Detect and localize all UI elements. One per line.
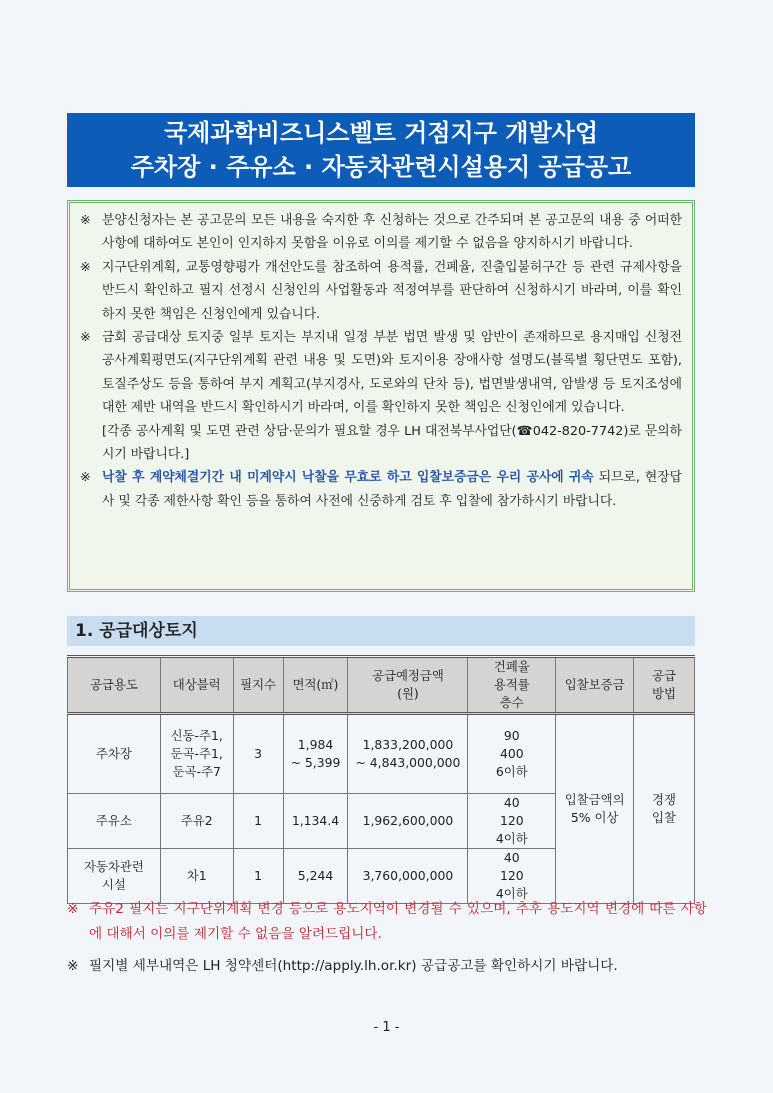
notice-text-3 xyxy=(102,326,682,466)
cell-area: 5,244 xyxy=(283,849,348,904)
header-block: 대상블럭 xyxy=(160,657,233,714)
cell-use: 자동차관련 시설 xyxy=(68,849,161,904)
table-row xyxy=(68,714,695,794)
cell-price: 1,962,600,000 xyxy=(348,794,468,849)
notice-item-1 xyxy=(80,209,682,256)
cell-deposit: 입찰금액의 5% 이상 xyxy=(556,714,634,904)
cell-count: 3 xyxy=(233,714,283,794)
cell-price: 3,760,000,000 xyxy=(348,849,468,904)
notice-text-4 xyxy=(102,466,682,513)
header-area: 면적(㎡) xyxy=(283,657,348,714)
cell-ratio: 90 400 6이하 xyxy=(468,714,556,794)
reference-mark: ※ xyxy=(67,901,79,917)
contact-info: [각종 공사계획 및 도면 관련 상담·문의가 필요할 경우 LH 대전북부사업단(☎042-820-7742)로 문의하시기 바랍니다.] xyxy=(102,423,682,463)
notice-text-4-rest: 되므로, 현장답사 및 각종 제한사항 확인 등을 통하여 사전에 신중하게 검토 후 입찰에 참가하시기 바랍니다. xyxy=(102,470,683,509)
announcement-title xyxy=(67,113,695,187)
cell-use: 주차장 xyxy=(68,714,161,794)
header-deposit: 입찰보증금 xyxy=(556,657,634,714)
notice-item-2 xyxy=(80,256,682,326)
header-price: 공급예정금액 (원) xyxy=(348,657,468,714)
cell-use: 주유소 xyxy=(68,794,161,849)
notice-box xyxy=(67,200,695,592)
cell-area: 1,134.4 xyxy=(283,794,348,849)
reference-mark: ※ xyxy=(80,470,91,486)
header-method: 공급 방법 xyxy=(634,657,695,714)
notice-item-3 xyxy=(80,326,682,466)
cell-method: 경쟁 입찰 xyxy=(634,714,695,904)
supply-land-table xyxy=(67,655,695,904)
cell-area: 1,984 ~ 5,399 xyxy=(283,714,348,794)
section-heading: 1. 공급대상토지 xyxy=(67,616,695,646)
notice-text-3-body: 금회 공급대상 토지중 일부 토지는 부지내 일정 부분 법면 발생 및 암반이 존재하므로 용지매입 신청전 공사계획평면도(지구단위계획 관련 내용 및 도면)와 토지이용 장애사항 설명도(블록별 횡단면도 포함), 토질주상도 등을 통하여 부지 계획고(부지경사, 도로와의 단차 등), 법면발생내역, 암발생 등 토지조성에 대한 제반 내역을 반드시 확인하시기 바라며, 이를 확인하지 못한 책임은 신청인에게 있습니다. xyxy=(102,330,682,416)
footnote-1-text: 주유2 필지는 지구단위계획 변경 등으로 용도지역이 변경될 수 있으며, 추후 용도지역 변경에 따른 사항에 대해서 이의를 제기할 수 없음을 알려드립니다. xyxy=(89,901,707,942)
reference-mark: ※ xyxy=(67,958,79,974)
notice-text-1: 분양신청자는 본 공고문의 모든 내용을 숙지한 후 신청하는 것으로 간주되며 본 공고문의 내용 중 어떠한 사항에 대하여도 본인이 인지하지 못함을 이유로 이의를 제기할 수 없음을 양지하시기 바랍니다. xyxy=(102,213,682,252)
cell-ratio: 40 120 4이하 xyxy=(468,794,556,849)
cell-count: 1 xyxy=(233,849,283,904)
cell-ratio: 40 120 4이하 xyxy=(468,849,556,904)
header-ratio: 건폐율 용적률 층수 xyxy=(468,657,556,714)
header-count: 필지수 xyxy=(233,657,283,714)
reference-mark: ※ xyxy=(80,330,91,346)
forfeit-warning: 낙찰 후 계약체결기간 내 미계약시 낙찰을 무효로 하고 입찰보증금은 우리 공사에 귀속 xyxy=(102,470,594,486)
reference-mark: ※ xyxy=(80,213,91,228)
footnote-2 xyxy=(67,954,717,979)
cell-block: 차1 xyxy=(160,849,233,904)
notice-text-2: 지구단위계획, 교통영향평가 개선안도를 참조하여 용적률, 건폐율, 진출입불허구간 등 관련 규제사항을 반드시 확인하고 필지 선정시 신청인의 사업활동과 적정여부를 판단하여 신청하시기 바라며, 이를 확인하지 못한 책임은 신청인에게 있습니다. xyxy=(102,259,682,322)
cell-block: 주유2 xyxy=(160,794,233,849)
cell-block: 신동-주1, 둔곡-주1, 둔곡-주7 xyxy=(160,714,233,794)
footnote-2-text: 필지별 세부내역은 LH 청약센터(http://apply.lh.or.kr) 공급공고를 확인하시기 바랍니다. xyxy=(89,958,618,974)
header-use: 공급용도 xyxy=(68,657,161,714)
title-line-1: 국제과학비즈니스벨트 거점지구 개발사업 xyxy=(163,119,599,147)
page-number: - 1 - xyxy=(373,1020,400,1035)
notice-item-4 xyxy=(80,466,682,513)
cell-count: 1 xyxy=(233,794,283,849)
title-line-2: 주차장 · 주유소 · 자동차관련시설용지 공급공고 xyxy=(130,153,632,181)
reference-mark: ※ xyxy=(80,259,91,275)
cell-price: 1,833,200,000 ~ 4,843,000,000 xyxy=(348,714,468,794)
table-header-row xyxy=(68,657,695,714)
footnote-1 xyxy=(67,897,707,947)
